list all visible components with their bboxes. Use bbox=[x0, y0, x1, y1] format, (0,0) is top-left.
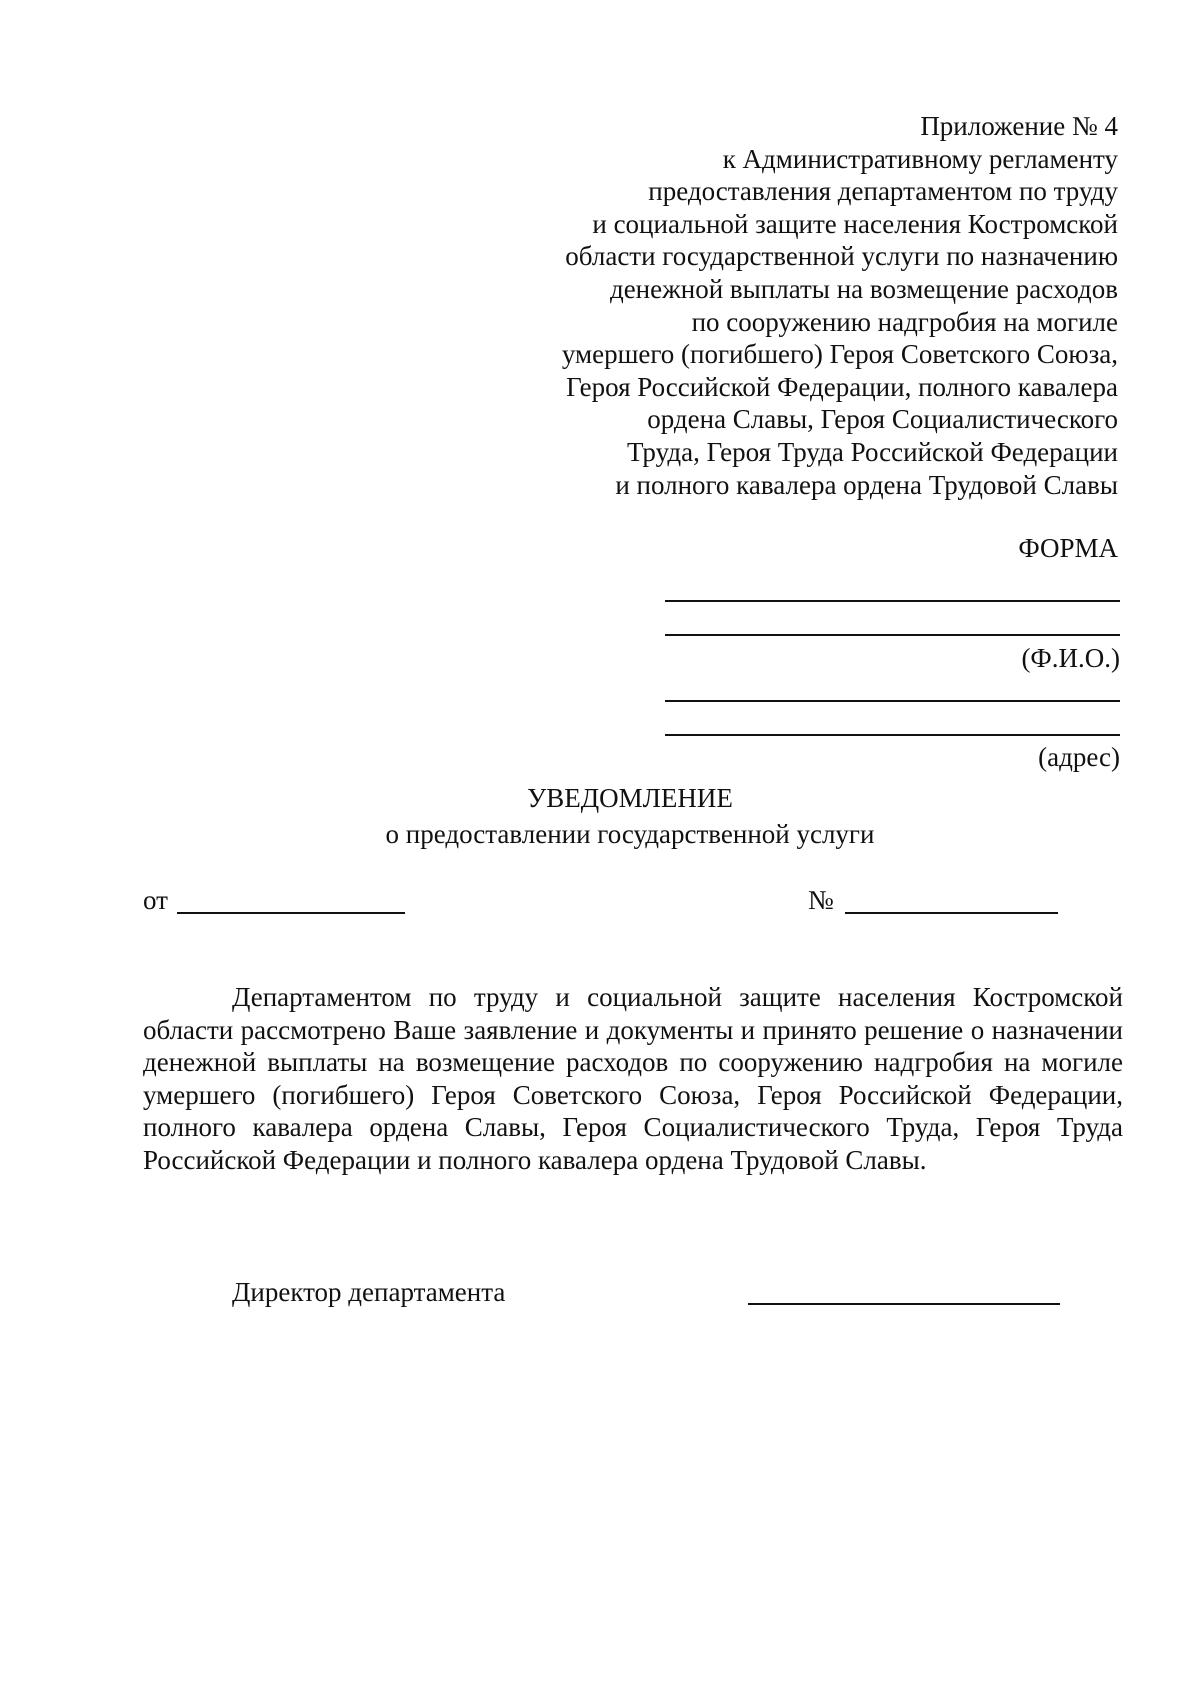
fio-fill-line[interactable] bbox=[665, 634, 1120, 636]
number-fill-line[interactable] bbox=[845, 912, 1058, 914]
appendix-line: ордена Славы, Героя Социалистического bbox=[647, 404, 1118, 435]
fio-fill-line[interactable] bbox=[665, 600, 1120, 602]
appendix-line: по сооружению надгробия на могиле bbox=[691, 306, 1118, 337]
date-label: от bbox=[143, 885, 168, 915]
appendix-line: и полного кавалера ордена Трудовой Славы bbox=[615, 469, 1118, 500]
fio-caption: (Ф.И.О.) bbox=[1021, 643, 1120, 673]
appendix-line: и социальной защите населения Костромской bbox=[592, 208, 1118, 239]
signer-title: Директор департамента bbox=[232, 1277, 506, 1307]
form-label: ФОРМА bbox=[1018, 533, 1118, 563]
appendix-line: умершего (погибшего) Героя Советского Союза, bbox=[561, 339, 1118, 370]
appendix-line: Приложение № 4 bbox=[920, 111, 1118, 141]
number-label: № bbox=[808, 885, 834, 915]
notice-title: УВЕДОМЛЕНИЕ bbox=[527, 783, 733, 813]
signature-line[interactable] bbox=[748, 1303, 1060, 1305]
notice-body: Департаментом по труду и социальной защите населения Костромской области рассмотрено Ваше заявление и документы и принято решение о назначении денежной выплаты на возмещение расходов по сооружению надгробия на могиле умершего (погибшего) Героя Советского Союза, Героя Российской Федерации, полного кавалера ордена Славы, Героя Социалистического Труда, Героя Труда Российской Федерации и полного кавалера ордена Трудовой Славы. bbox=[143, 982, 1123, 1175]
appendix-line: предоставления департаментом по труду bbox=[648, 176, 1118, 207]
appendix-line: Труда, Героя Труда Российской Федерации bbox=[626, 436, 1118, 467]
notice-subtitle: о предоставлении государственной услуги bbox=[385, 819, 875, 849]
appendix-line: к Административному регламенту bbox=[722, 143, 1118, 174]
appendix-header bbox=[478, 110, 1118, 501]
appendix-line: области государственной услуги по назначению bbox=[565, 241, 1118, 272]
date-fill-line[interactable] bbox=[177, 912, 405, 914]
address-fill-line[interactable] bbox=[665, 700, 1120, 702]
address-fill-line[interactable] bbox=[665, 734, 1120, 736]
appendix-line: денежной выплаты на возмещение расходов bbox=[609, 273, 1118, 304]
appendix-line: Героя Российской Федерации, полного кавалера bbox=[566, 371, 1118, 402]
address-caption: (адрес) bbox=[1038, 742, 1120, 772]
